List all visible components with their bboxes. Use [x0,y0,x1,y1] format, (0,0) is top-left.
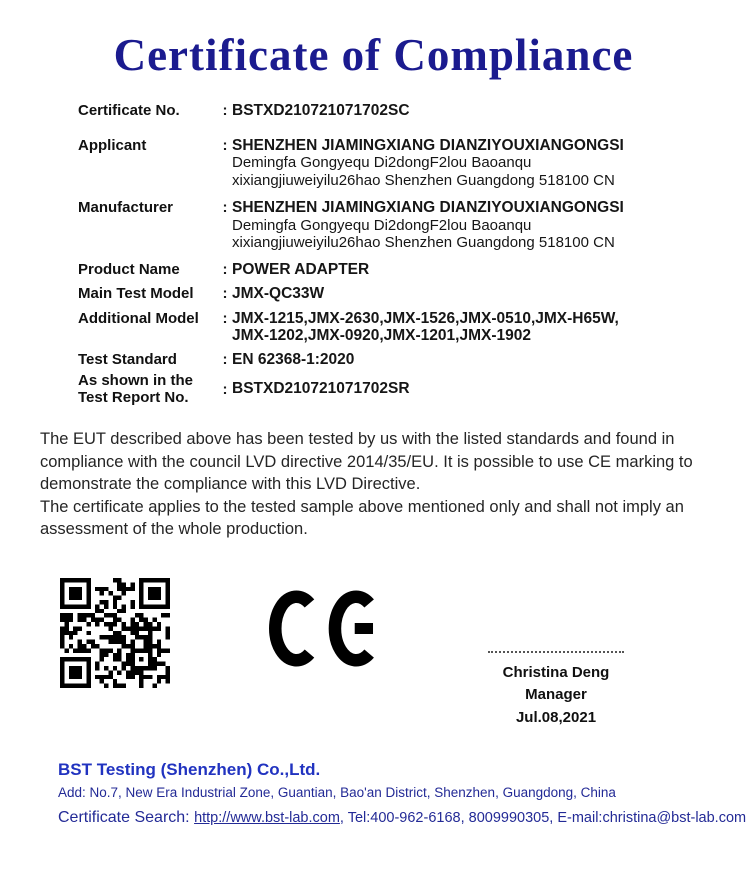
additional-model-line2: JMX-1202,JMX-0920,JMX-1201,JMX-1902 [232,327,531,344]
qr-code [60,577,170,689]
colon: : [222,102,228,119]
applicant-address-line1: Demingfa Gongyequ Di2dongF2lou Baoanqu [232,154,532,171]
field-applicant [78,137,747,190]
company-name: BST Testing (Shenzhen) Co.,Ltd. [58,759,321,779]
additional-model-line1: JMX-1215,JMX-2630,JMX-1526,JMX-0510,JMX-H65W, [232,309,619,327]
colon: : [222,199,228,216]
certificate-no-value: BSTXD210721071702SC [232,102,410,119]
company-address: Add: No.7, New Era Industrial Zone, Guantian, Bao'an District, Shenzhen, Guangdong, China [58,784,616,800]
colon: : [222,309,228,327]
certificate-search-contact: , Tel:400-962-6168, 8009990305, E-mail:christina@bst-lab.com [339,809,747,826]
applicant-address-line2: xixiangjiuweiyilu26hao Shenzhen Guangdong 518100 CN [232,171,615,189]
field-certificate-no [78,102,747,120]
product-name-value: POWER ADAPTER [232,260,370,278]
certificate-title: Certificate of Compliance [113,30,634,80]
colon: : [222,350,228,368]
statement-paragraph-1: The EUT described above has been tested by us with the listed standards and found in compliance with the council LVD directive 2014/35/EU. It is possible to use CE marking to demonstrate the compliance with this LVD Directive. [40,430,693,493]
field-main-test-model [78,285,747,303]
colon: : [222,136,228,154]
signature-title: Manager [525,686,587,703]
certificate-fields [78,102,747,406]
certificate-search-line [58,808,747,828]
product-name-label: Product Name [78,260,180,278]
ce-mark-icon [268,590,376,667]
test-report-label [78,372,218,406]
additional-model-value [232,310,747,345]
test-standard-value: EN 62368-1:2020 [232,350,355,368]
certificate-search-link[interactable]: http://www.bst-lab.com [194,809,340,826]
footer [58,759,747,828]
signature-dotted-line [488,651,624,653]
certificate-search-label: Certificate Search: [58,808,195,826]
main-test-model-label: Main Test Model [78,285,194,302]
test-report-label-line2: Test Report No. [78,389,189,406]
manufacturer-name: SHENZHEN JIAMINGXIANG DIANZIYOUXIANGONGSI [232,199,624,216]
additional-model-label: Additional Model [78,309,199,327]
manufacturer-address-line1: Demingfa Gongyequ Di2dongF2lou Baoanqu [232,216,532,234]
applicant-value [232,137,747,190]
test-report-label-line1: As shown in the [78,372,194,389]
certificate-no-label: Certificate No. [78,102,180,119]
compliance-statement [40,428,706,541]
test-report-value: BSTXD210721071702SR [232,380,410,398]
manufacturer-address-line2: xixiangjiuweiyilu26hao Shenzhen Guangdong 518100 CN [232,234,615,251]
colon: : [222,260,228,278]
field-manufacturer [78,199,747,252]
statement-paragraph-2: The certificate applies to the tested sample above mentioned only and shall not imply an assessment of the whole production. [40,497,684,538]
manufacturer-label: Manufacturer [78,199,174,216]
signature-date: Jul.08,2021 [515,708,597,726]
manufacturer-value [232,199,747,252]
marks-row [0,577,747,759]
field-test-report-no [78,372,747,406]
test-standard-label: Test Standard [78,350,177,368]
colon: : [222,285,228,302]
field-test-standard [78,351,747,369]
signature-name: Christina Deng [502,663,610,681]
applicant-name: SHENZHEN JIAMINGXIANG DIANZIYOUXIANGONGSI [232,136,624,154]
main-test-model-value: JMX-QC33W [232,285,325,302]
applicant-label: Applicant [78,136,147,154]
field-additional-model [78,310,747,345]
signature-block [486,651,626,730]
field-product-name [78,261,747,279]
colon: : [222,380,228,398]
